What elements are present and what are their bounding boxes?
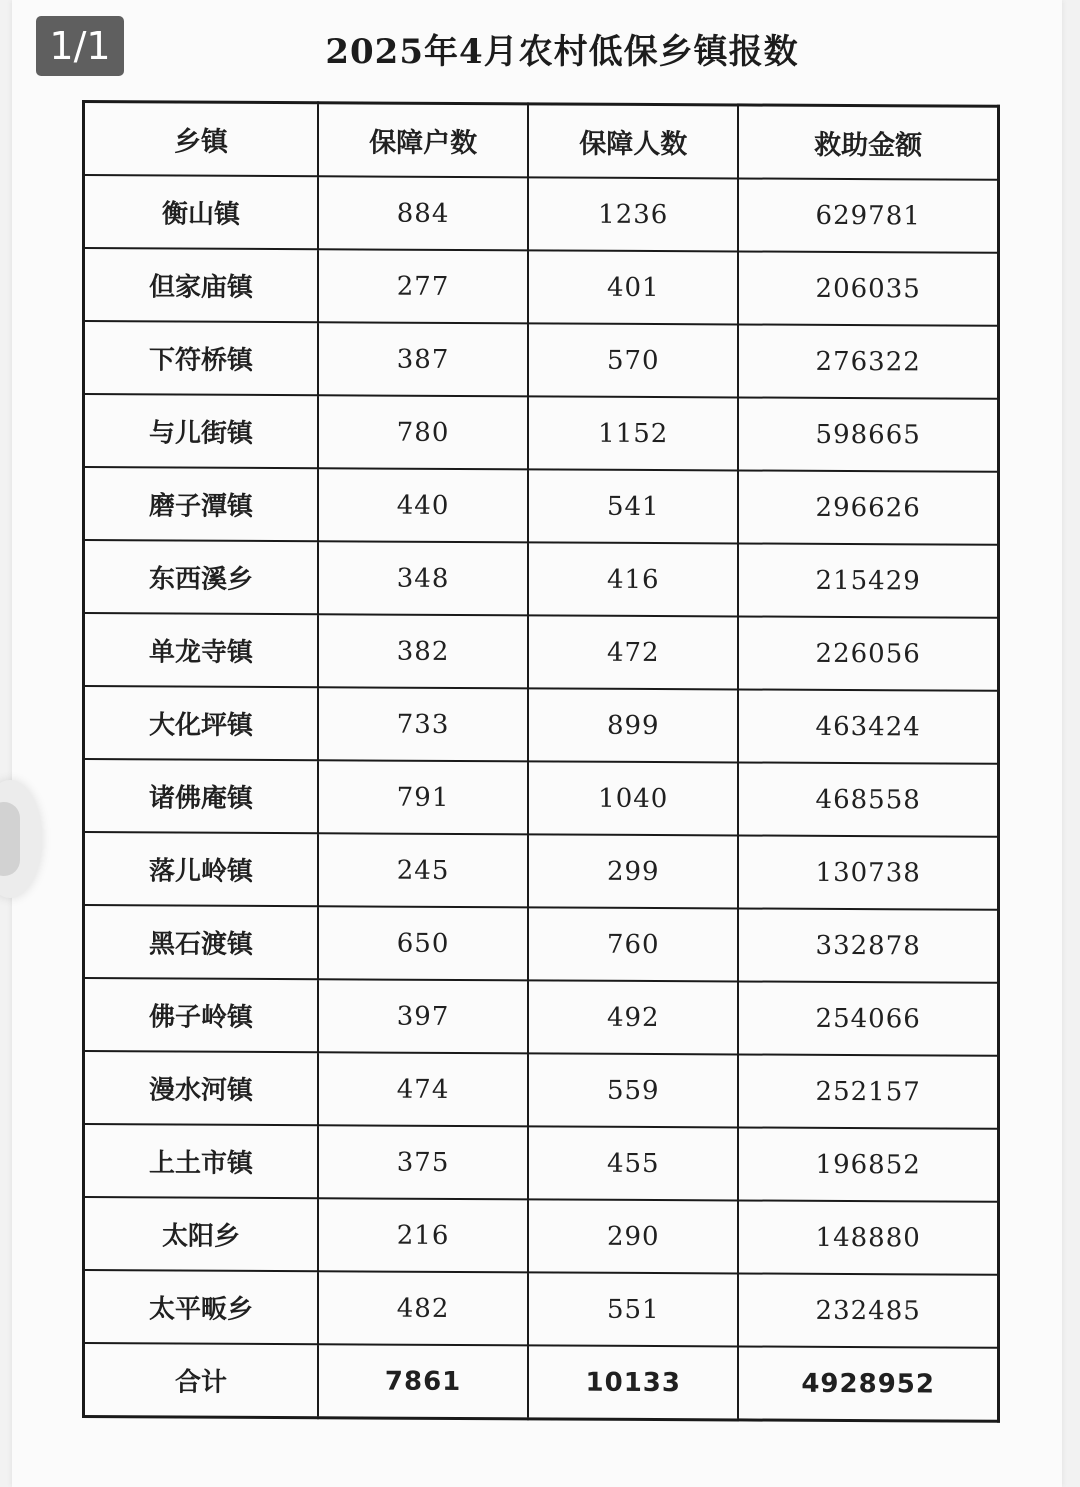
- total-amount: 4928952: [738, 1346, 998, 1421]
- table-row: [84, 467, 999, 545]
- cell-town: 大化坪镇: [84, 686, 319, 760]
- table-row: [84, 175, 999, 253]
- cell-households: 440: [318, 468, 528, 542]
- table-body: [84, 175, 999, 1421]
- cell-persons: 472: [528, 615, 738, 689]
- cell-persons: 760: [528, 907, 738, 981]
- report-table: [82, 100, 1000, 1423]
- cell-town: 东西溪乡: [84, 540, 319, 614]
- table-row: [84, 686, 999, 764]
- cell-households: 780: [318, 395, 528, 469]
- cell-amount: 226056: [738, 616, 998, 690]
- cell-persons: 1152: [528, 396, 738, 470]
- cell-households: 375: [318, 1125, 528, 1199]
- cell-amount: 130738: [738, 835, 998, 909]
- cell-persons: 290: [528, 1199, 738, 1273]
- cell-town: 漫水河镇: [84, 1051, 319, 1125]
- cell-households: 387: [318, 322, 528, 396]
- cell-town: 与儿街镇: [84, 394, 319, 468]
- drag-handle-knob[interactable]: [0, 802, 20, 876]
- table-row: [84, 1197, 999, 1275]
- cell-amount: 196852: [738, 1127, 998, 1201]
- table-header-row: [84, 102, 999, 180]
- cell-town: 磨子潭镇: [84, 467, 319, 541]
- cell-amount: 206035: [738, 251, 998, 325]
- total-label: 合计: [84, 1343, 319, 1418]
- column-header-town: 乡镇: [84, 102, 319, 177]
- column-header-households: 保障户数: [318, 103, 528, 178]
- cell-households: 650: [318, 906, 528, 980]
- page-indicator: 1/1: [36, 16, 124, 76]
- total-persons: 10133: [528, 1345, 738, 1420]
- cell-households: 245: [318, 833, 528, 907]
- cell-households: 348: [318, 541, 528, 615]
- table-row: [84, 321, 999, 399]
- table-row: [84, 978, 999, 1056]
- table-row: [84, 1051, 999, 1129]
- cell-town: 太平畈乡: [84, 1270, 319, 1344]
- cell-households: 733: [318, 687, 528, 761]
- cell-persons: 401: [528, 250, 738, 324]
- cell-persons: 416: [528, 542, 738, 616]
- cell-households: 397: [318, 979, 528, 1053]
- cell-town: 诸佛庵镇: [84, 759, 319, 833]
- cell-households: 884: [318, 176, 528, 250]
- cell-households: 277: [318, 249, 528, 323]
- cell-persons: 570: [528, 323, 738, 397]
- cell-persons: 1040: [528, 761, 738, 835]
- cell-amount: 148880: [738, 1200, 998, 1274]
- cell-amount: 332878: [738, 908, 998, 982]
- table-total-row: [84, 1343, 999, 1421]
- table-row: [84, 540, 999, 618]
- cell-amount: 296626: [738, 470, 998, 544]
- cell-persons: 559: [528, 1053, 738, 1127]
- table-row: [84, 394, 999, 472]
- cell-town: 下符桥镇: [84, 321, 319, 395]
- page-title: 2025年4月农村低保乡镇报数: [325, 32, 799, 72]
- cell-persons: 299: [528, 834, 738, 908]
- cell-persons: 899: [528, 688, 738, 762]
- column-header-persons: 保障人数: [528, 104, 738, 179]
- cell-amount: 215429: [738, 543, 998, 617]
- cell-amount: 276322: [738, 324, 998, 398]
- cell-persons: 455: [528, 1126, 738, 1200]
- cell-households: 382: [318, 614, 528, 688]
- table-row: [84, 1270, 999, 1348]
- cell-town: 落儿岭镇: [84, 832, 319, 906]
- table-row: [84, 905, 999, 983]
- cell-amount: 629781: [738, 178, 998, 252]
- cell-amount: 252157: [738, 1054, 998, 1128]
- cell-persons: 541: [528, 469, 738, 543]
- cell-town: 佛子岭镇: [84, 978, 319, 1052]
- cell-households: 216: [318, 1198, 528, 1272]
- cell-town: 太阳乡: [84, 1197, 319, 1271]
- cell-town: 黑石渡镇: [84, 905, 319, 979]
- cell-town: 但家庙镇: [84, 248, 319, 322]
- column-header-amount: 救助金额: [738, 105, 998, 180]
- cell-households: 791: [318, 760, 528, 834]
- cell-persons: 1236: [528, 177, 738, 251]
- table-row: [84, 1124, 999, 1202]
- cell-amount: 463424: [738, 689, 998, 763]
- cell-amount: 598665: [738, 397, 998, 471]
- cell-town: 单龙寺镇: [84, 613, 319, 687]
- cell-persons: 492: [528, 980, 738, 1054]
- table-row: [84, 613, 999, 691]
- table-row: [84, 759, 999, 837]
- cell-amount: 254066: [738, 981, 998, 1055]
- cell-amount: 468558: [738, 762, 998, 836]
- cell-town: 衡山镇: [84, 175, 319, 249]
- total-households: 7861: [318, 1344, 528, 1419]
- cell-amount: 232485: [738, 1273, 998, 1347]
- cell-households: 474: [318, 1052, 528, 1126]
- cell-households: 482: [318, 1271, 528, 1345]
- table-row: [84, 248, 999, 326]
- cell-persons: 551: [528, 1272, 738, 1346]
- table-row: [84, 832, 999, 910]
- cell-town: 上土市镇: [84, 1124, 319, 1198]
